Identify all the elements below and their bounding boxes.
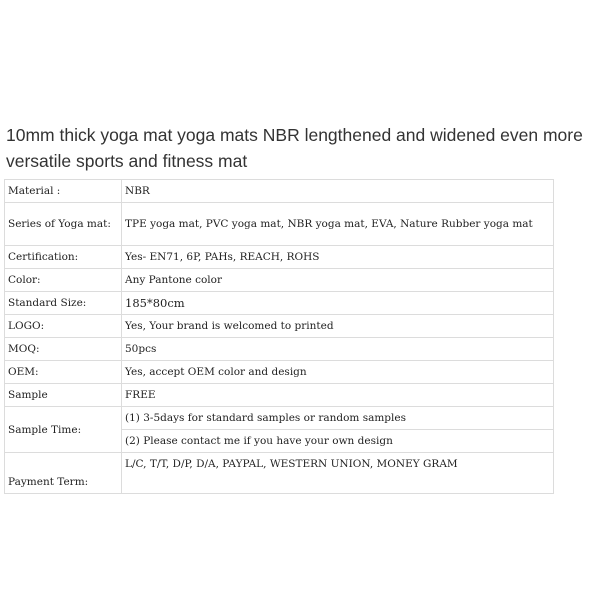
product-title: 10mm thick yoga mat yoga mats NBR lengthened and widened even more versatile sports and fitness mat — [6, 125, 583, 171]
table-row-logo — [5, 315, 554, 338]
spec-value: Yes, Your brand is welcomed to printed — [122, 315, 554, 338]
spec-value: (2) Please contact me if you have your own design — [122, 430, 554, 453]
table-row-certification — [5, 246, 554, 269]
table-row-sample — [5, 384, 554, 407]
table-row-moq — [5, 338, 554, 361]
table-row-sample-time-1 — [5, 407, 554, 430]
spec-label: Series of Yoga mat: — [5, 203, 122, 246]
spec-label: LOGO: — [5, 315, 122, 338]
spec-value: (1) 3-5days for standard samples or random samples — [122, 407, 554, 430]
spec-label: Standard Size: — [5, 292, 122, 315]
table-row-payment-term — [5, 453, 554, 494]
spec-value: L/C, T/T, D/P, D/A, PAYPAL, WESTERN UNION, MONEY GRAM — [122, 453, 554, 494]
spec-label: Sample — [5, 384, 122, 407]
spec-value: Any Pantone color — [122, 269, 554, 292]
spec-label: Sample Time: — [5, 407, 122, 453]
spec-value: Yes, accept OEM color and design — [122, 361, 554, 384]
spec-label: Material : — [5, 180, 122, 203]
spec-label: Payment Term: — [5, 453, 122, 494]
table-row-material — [5, 180, 554, 203]
spec-label: Color: — [5, 269, 122, 292]
table-row-oem — [5, 361, 554, 384]
table-row-color — [5, 269, 554, 292]
table-row-series — [5, 203, 554, 246]
spec-value: Yes- EN71, 6P, PAHs, REACH, ROHS — [122, 246, 554, 269]
spec-label: OEM: — [5, 361, 122, 384]
table-row-standard-size — [5, 292, 554, 315]
spec-label: Certification: — [5, 246, 122, 269]
spec-label: MOQ: — [5, 338, 122, 361]
spec-value: 50pcs — [122, 338, 554, 361]
spec-value: 185*80cm — [122, 292, 554, 315]
spec-value: FREE — [122, 384, 554, 407]
spec-value: NBR — [122, 180, 554, 203]
spec-value: TPE yoga mat, PVC yoga mat, NBR yoga mat, EVA, Nature Rubber yoga mat — [122, 203, 554, 246]
spec-table — [4, 179, 554, 494]
